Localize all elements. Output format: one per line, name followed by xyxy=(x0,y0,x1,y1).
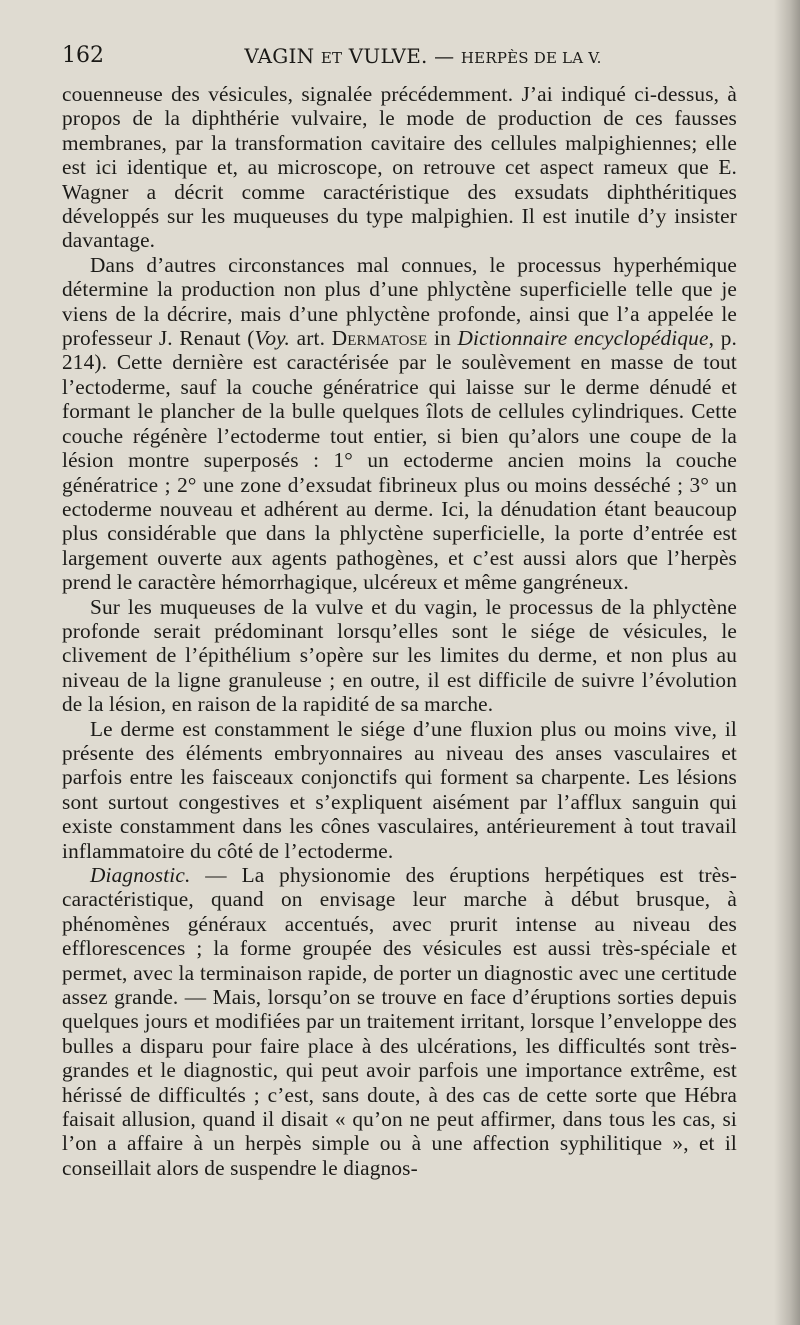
paragraph-2-part3: in xyxy=(427,326,458,351)
paragraph-1: couenneuse des vésicules, signalée précédemment. J’ai indiqué ci-dessus, à propos de la diphthérie vulvaire, le mode de production de ces fausses membranes, par la transformation cavitaire des cellules malpighiennes; elle est ici identique et, au microscope, on retrouve cet aspect rameux que E. Wagner a décrit comme caractéristique des exsudats diphthéritiques développés sur les muqueuses du type malpighien. Il est inutile d’y insister davantage. xyxy=(62,82,737,253)
running-head-vulve: VULVE. xyxy=(348,44,428,68)
body-text xyxy=(62,82,737,1180)
running-head-section: HERPÈS DE LA V. xyxy=(460,49,602,67)
reference-dictionary: Dictionnaire encyclopédique xyxy=(457,326,709,351)
running-head-vagin: VAGIN xyxy=(244,44,315,68)
paragraph-3: Sur les muqueuses de la vulve et du vagin, le processus de la phlyctène profonde serait prédominant lorsqu’elles sont le siége de vésicules, le clivement de l’épithélium s’opère sur les limites du derme, et non plus au niveau de la ligne granuleuse ; en outre, il est difficile de suivre l’évolution de la lésion, en raison de la rapidité de sa marche. xyxy=(62,594,737,717)
running-head-et: ET xyxy=(320,49,343,67)
page-number: 162 xyxy=(62,43,104,68)
paragraph-5 xyxy=(62,863,737,1180)
paragraph-2-part4: , p. 214). Cette dernière est caractérisée par le soulèvement en masse de tout l’ectoderme, sauf la couche génératrice qui laisse sur le derme dénudé et formant le plancher de la bulle quelques îlots de cellules cylindriques. Cette couche régénère l’ectoderme tout entier, si bien qu’alors une coupe de la lésion montre superposés : 1° un ectoderme ancien moins la couche génératrice ; 2° une zone d’exsudat fibrineux plus ou moins desséché ; 3° un ectoderme nouveau et adhérent au derme. Ici, la dénudation étant beaucoup plus considérable que dans la phlyctène superficielle, la porte d’entrée est largement ouverte aux agents pathogènes, et c’est aussi alors que l’herpès prend le caractère hémorrhagique, ulcéreux et même gangréneux. xyxy=(62,326,737,595)
running-head-dash: — xyxy=(434,44,455,68)
section-heading-diagnostic: Diagnostic. xyxy=(90,863,191,887)
paragraph-2-part2: art. xyxy=(290,326,332,351)
paragraph-2-part1: Dans d’autres circonstances mal connues, le processus hyperhémique détermine la production non plus d’une phlyctène superficielle telle que je viens de la décrire, mais d’une phlyctène profonde, ainsi que l’a appelée le professeur J. Renaut ( xyxy=(62,252,737,351)
page-edge-shadow xyxy=(774,0,800,1325)
paragraph-4: Le derme est constamment le siége d’une fluxion plus ou moins vive, il présente des éléments embryonnaires au niveau des anses vasculaires et parfois entre les faisceaux conjonctifs qui forment sa charpente. Les lésions sont surtout congestives et s’expliquent aisément par l’afflux sanguin qui existe constamment dans les cônes vasculaires, antérieurement à tout travail inflammatoire du côté de l’ectoderme. xyxy=(62,716,737,863)
running-header xyxy=(62,40,744,74)
paragraph-5-text: — La physionomie des éruptions herpétiques est très-caractéristique, quand on envisage leur marche à début brusque, à phénomènes généraux accentués, avec prurit intense au niveau des efflorescences ; la forme groupée des vésicules est aussi très-spéciale et permet, avec la terminaison rapide, de porter un diagnostic avec une certitude assez grande. — Mais, lorsqu’on se trouve en face d’éruptions sorties depuis quelques jours et modifiées par un traitement irritant, lorsque l’enveloppe des bulles a disparu pour faire place à des ulcérations, les difficultés sont très-grandes et le diagnostic, qui peut avoir parfois une importance extrême, est hérissé de difficultés ; c’est, sans doute, à des cas de cette sorte que Hébra faisait allusion, quand il disait « qu’on ne peut affirmer, dans tous les cas, si l’on a affaire à un herpès simple ou à une affection syphilitique », et il conseillait alors de suspendre le diagnos- xyxy=(62,863,737,1180)
running-head-title xyxy=(62,44,744,68)
reference-article: Dermatose xyxy=(331,326,428,351)
paragraph-2 xyxy=(62,253,737,595)
reference-voy: Voy. xyxy=(254,326,291,351)
